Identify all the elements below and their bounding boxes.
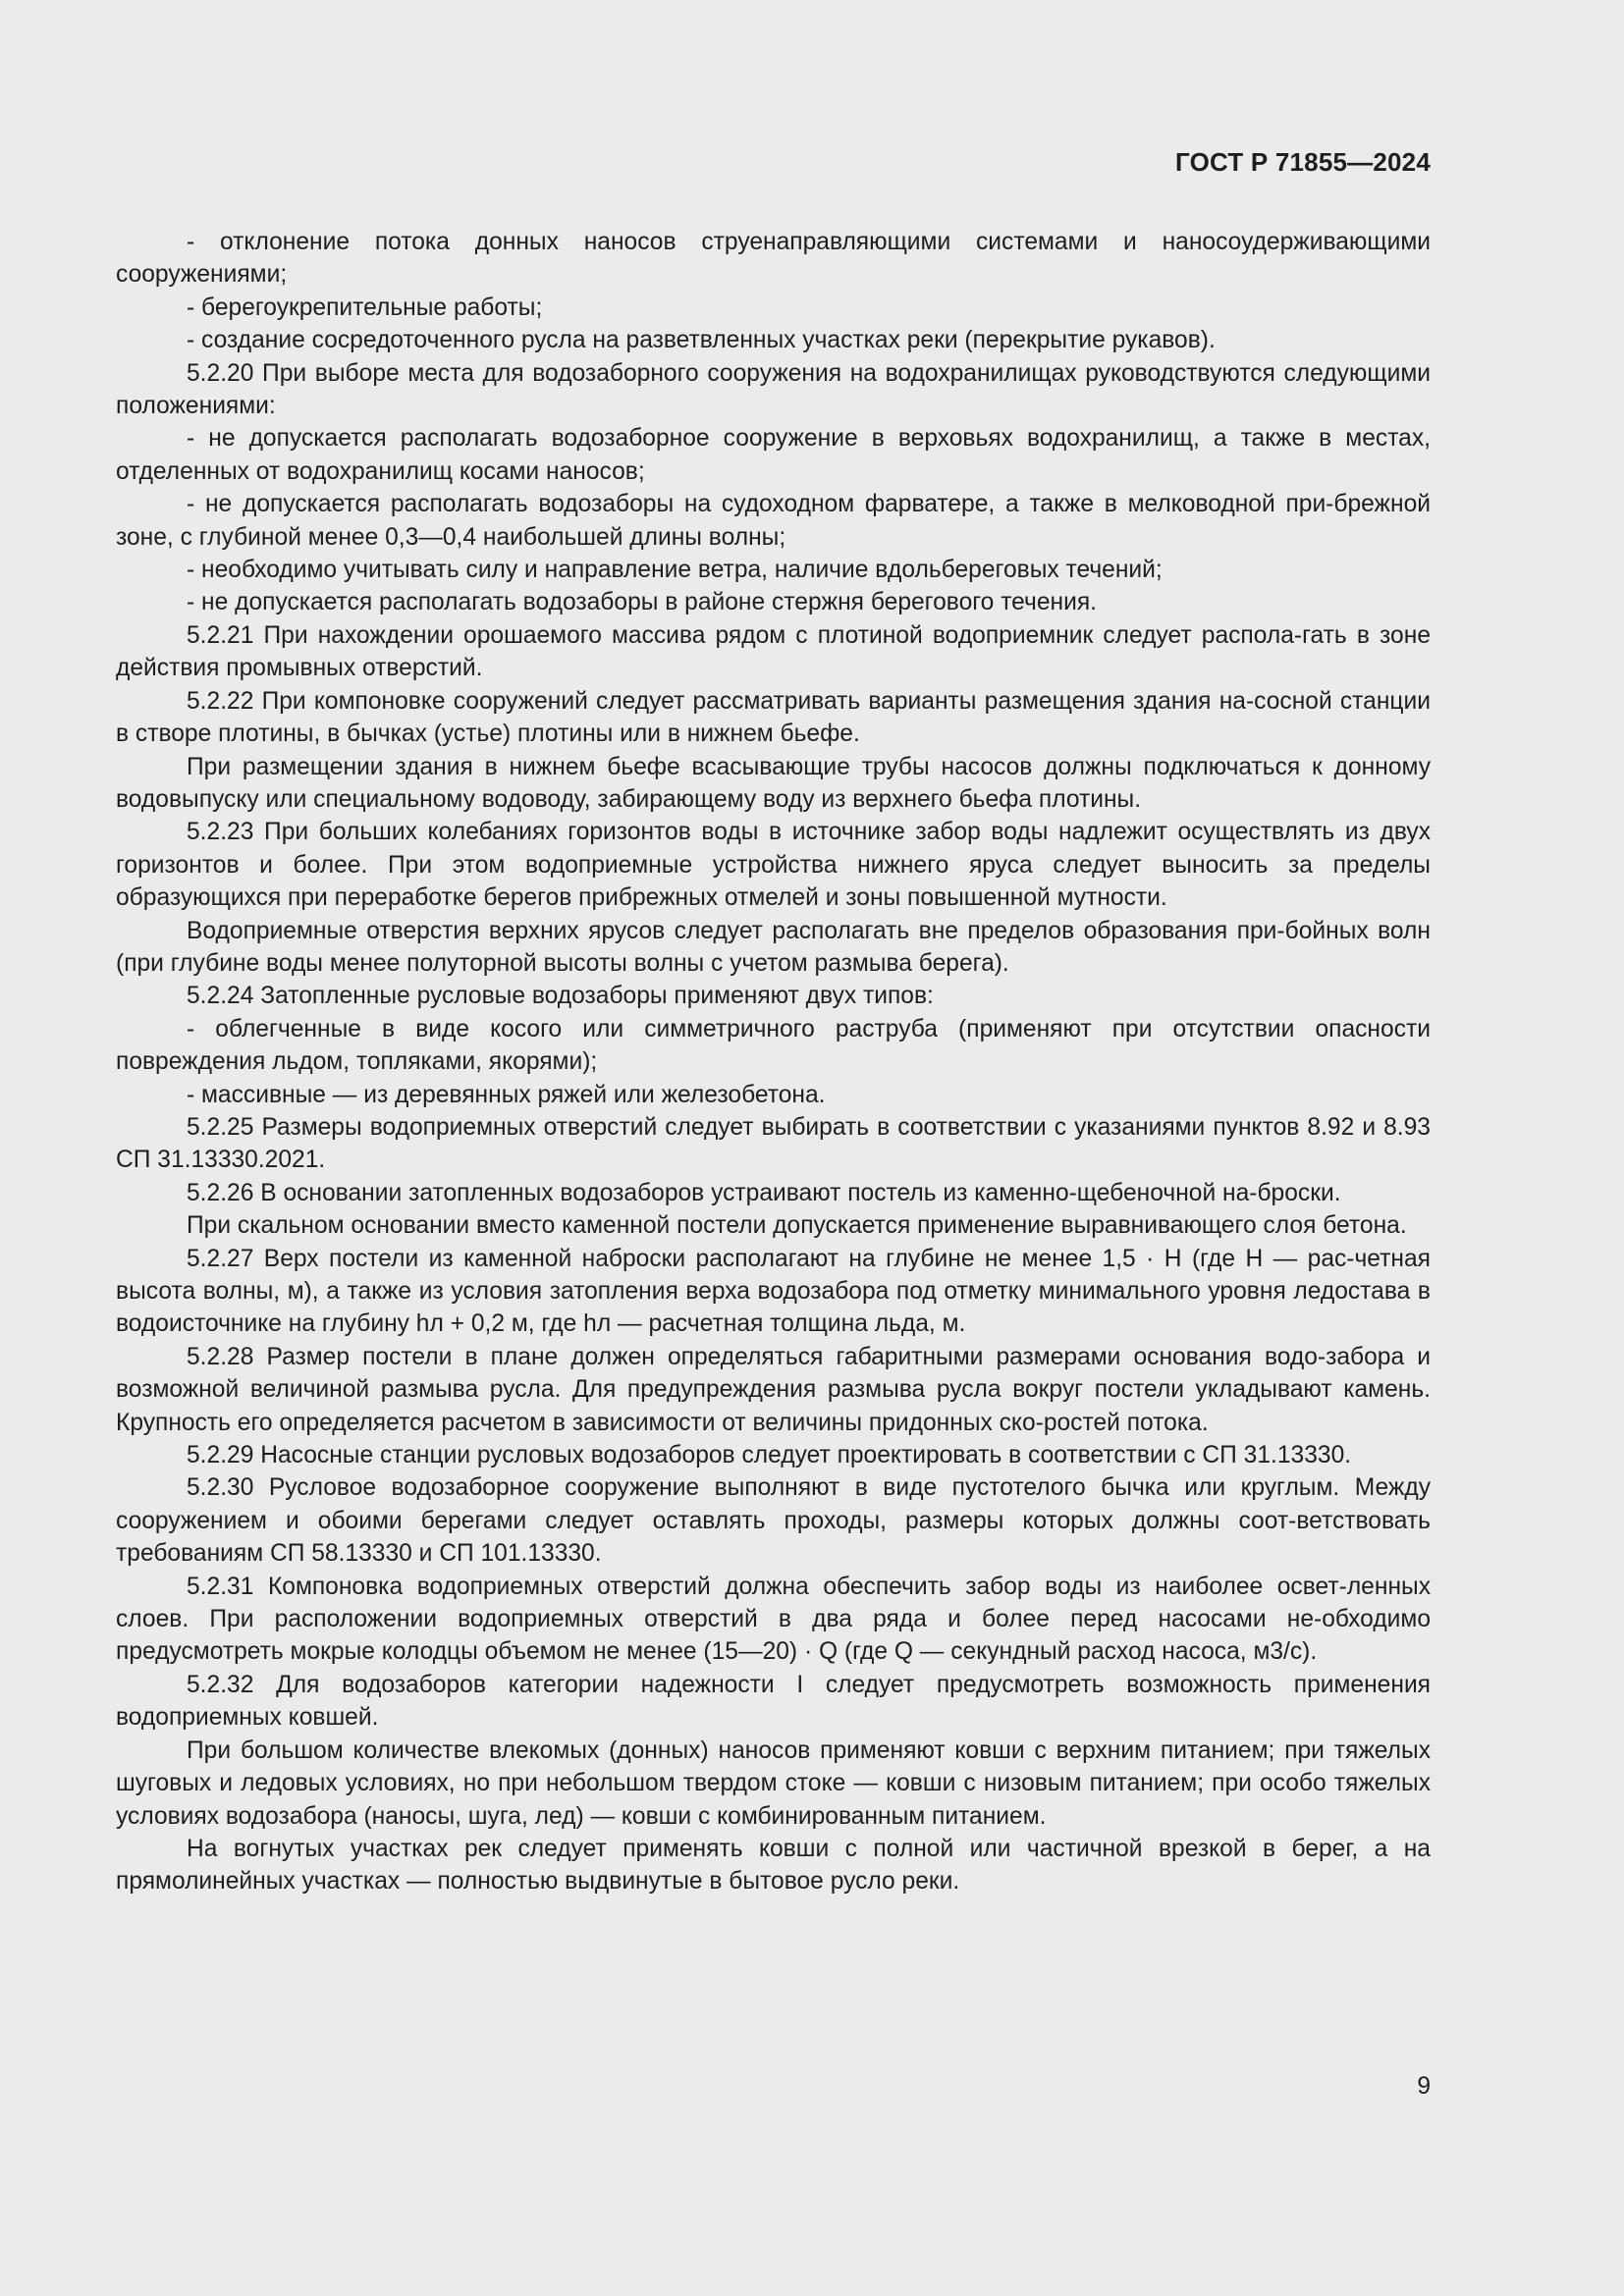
clause-5-2-26: 5.2.26 В основании затопленных водозаборов устраивают постель из каменно-щебеночной на-броски. <box>187 1179 1341 1206</box>
clause-5-2-29: 5.2.29 Насосные станции русловых водозаборов следует проектировать в соответствии с СП 31.13330. <box>187 1442 1352 1469</box>
paragraph: На вогнутых участках рек следует применять ковши с полной или частичной врезкой в берег, а на прямолинейных участках — полностью выдвинутые в бытовое русло реки. <box>116 1835 1431 1896</box>
list-item: - создание сосредоточенного русла на разветвленных участках реки (перекрытие рукавов). <box>187 327 1216 354</box>
paragraph: При размещении здания в нижнем бьефе всасывающие трубы насосов должны подключаться к донному водовыпуску или специальному водоводу, забирающему воду из верхнего бьефа плотины. <box>116 753 1431 813</box>
document-header: ГОСТ Р 71855—2024 <box>1175 147 1431 177</box>
list-item: - облегченные в виде косого или симметричного раструба (применяют при отсутствии опасности повреждения льдом, топляками, якорями); <box>116 1015 1431 1076</box>
clause-5-2-31: 5.2.31 Компоновка водоприемных отверстий должна обеспечить забор воды из наиболее освет-ленных слоев. При расположении водоприемных отверстий в два ряда и более перед насосами не-обходимо предусмотреть мокрые колодцы объемом не менее (15—20) · Q (где Q — секундный расход насоса, м3/с). <box>116 1573 1431 1666</box>
list-item: - необходимо учитывать силу и направление ветра, наличие вдольбереговых течений; <box>187 557 1163 584</box>
clause-5-2-23: 5.2.23 При больших колебаниях горизонтов воды в источнике забор воды надлежит осуществлять из двух горизонтов и более. При этом водоприемные устройства нижнего яруса следует выносить за пределы образующихся при переработке берегов прибрежных отмелей и зоны повышенной мутности. <box>116 819 1431 912</box>
clause-5-2-21: 5.2.21 При нахождении орошаемого массива рядом с плотиной водоприемник следует распола-гать в зоне действия промывных отверстий. <box>116 621 1431 682</box>
paragraph: При большом количестве влекомых (донных) наносов применяют ковши с верхним питанием; при тяжелых шуговых и ледовых условиях, но при небольшом твердом стоке — ковши с низовым питанием; при особо тяжелых условиях водозабора (наносы, шуга, лед) — ковши с комбинированным питанием. <box>116 1736 1431 1830</box>
list-item: - отклонение потока донных наносов струенаправляющими системами и наносоудерживающими сооружениями; <box>116 229 1431 289</box>
list-item: - берегоукрепительные работы; <box>187 294 543 321</box>
clause-5-2-30: 5.2.30 Русловое водозаборное сооружение выполняют в виде пустотелого бычка или круглым. Между сооружением и обоими берегами следует оставлять проходы, размеры которых должны соот-ветствовать требованиям СП 58.13330 и СП 101.13330. <box>116 1474 1431 1568</box>
clause-5-2-25: 5.2.25 Размеры водоприемных отверстий следует выбирать в соответствии с указаниями пунктов 8.92 и 8.93 СП 31.13330.2021. <box>116 1113 1431 1174</box>
clause-5-2-24: 5.2.24 Затопленные русловые водозаборы применяют двух типов: <box>187 983 934 1010</box>
page-number: 9 <box>1417 2073 1431 2100</box>
clause-5-2-22: 5.2.22 При компоновке сооружений следует рассматривать варианты размещения здания на-сосной станции в створе плотины, в бычках (устье) плотины или в нижнем бьефе. <box>116 687 1431 748</box>
list-item: - не допускается располагать водозаборы на судоходном фарватере, а также в мелководной при-брежной зоне, с глубиной менее 0,3—0,4 наибольшей длины волны; <box>116 491 1431 551</box>
list-item: - не допускается располагать водозаборы в районе стержня берегового течения. <box>187 589 1098 616</box>
paragraph: Водоприемные отверстия верхних ярусов следует располагать вне пределов образования при-бойных волн (при глубине воды менее полуторной высоты волны с учетом размыва берега). <box>116 917 1431 977</box>
document-body <box>116 226 1431 1898</box>
clause-5-2-27: 5.2.27 Верх постели из каменной наброски располагают на глубине не менее 1,5 · H (где H — рас-четная высота волны, м), а также из условия затопления верха водозабора под отметку минимального уровня ледостава в водоисточнике на глубину hл + 0,2 м, где hл — расчетная толщина льда, м. <box>116 1245 1431 1338</box>
paragraph: При скальном основании вместо каменной постели допускается применение выравнивающего слоя бетона. <box>187 1212 1407 1240</box>
clause-5-2-32: 5.2.32 Для водозаборов категории надежности I следует предусмотреть возможность применения водоприемных ковшей. <box>116 1671 1431 1732</box>
list-item: - массивные — из деревянных ряжей или железобетона. <box>187 1081 826 1108</box>
clause-5-2-20: 5.2.20 При выборе места для водозаборного сооружения на водохранилищах руководствуются следующими положениями: <box>116 359 1431 420</box>
list-item: - не допускается располагать водозаборное сооружение в верховьях водохранилищ, а также в местах, отделенных от водохранилищ косами наносов; <box>116 425 1431 485</box>
clause-5-2-28: 5.2.28 Размер постели в плане должен определяться габаритными размерами основания водо-забора и возможной величиной размыва русла. Для предупреждения размыва русла вокруг постели укладывают камень. Крупность его определяется расчетом в зависимости от величины придонных ско-ростей потока. <box>116 1343 1431 1436</box>
